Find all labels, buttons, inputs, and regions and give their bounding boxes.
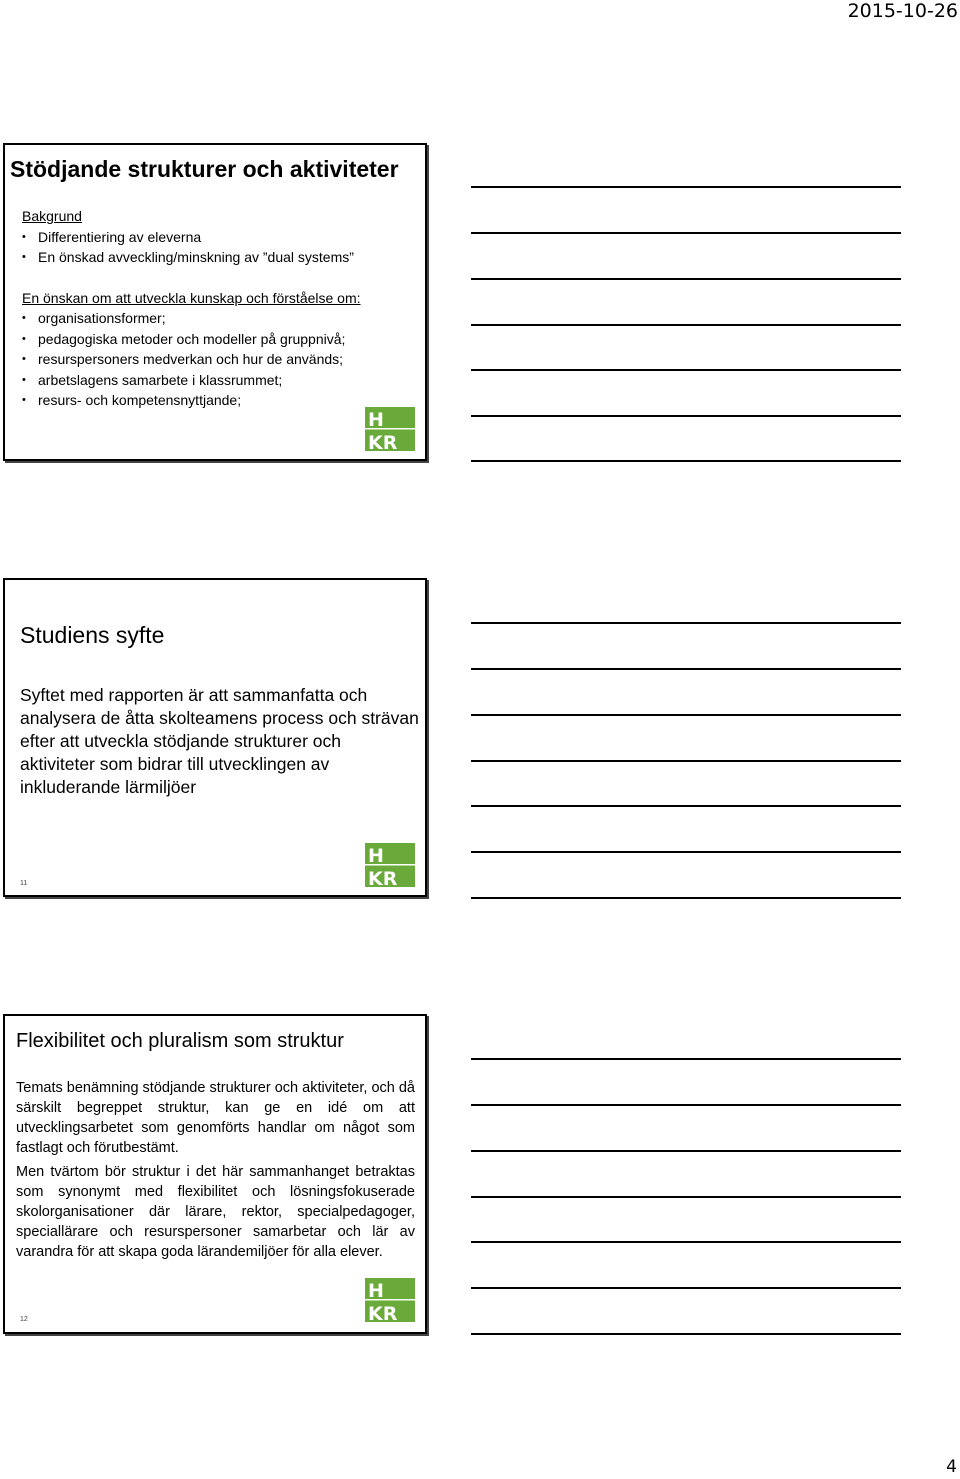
slide-title: Studiens syfte [20, 622, 165, 648]
slide-body: Syftet med rapporten är att sammanfatta och analysera de åtta skolteamens process och strävan efter att utveckla stödjande strukturer och aktiviteter som bidrar till utvecklingen av inkluderande lärmiljöer [20, 685, 419, 797]
slide-number: 12 [20, 1316, 28, 1323]
list-item: • resurspersoners medverkan och hur de används; [22, 349, 361, 370]
list-item: • resurs- och kompetensnyttjande; [22, 390, 361, 411]
list-item: • organisationsformer; [22, 308, 361, 329]
note-line [471, 278, 901, 280]
svg-text:H: H [368, 1280, 384, 1302]
slide-number: 11 [20, 880, 28, 887]
note-line [471, 1287, 901, 1289]
note-line [471, 622, 901, 624]
slide-2 [3, 578, 427, 897]
note-line [471, 1241, 901, 1243]
list-item: • pedagogiska metoder och modeller på gruppnivå; [22, 329, 361, 350]
svg-text:H: H [368, 409, 384, 431]
note-line [471, 232, 901, 234]
note-line [471, 415, 901, 417]
list-item: • arbetslagens samarbete i klassrummet; [22, 370, 361, 391]
bullet-list [22, 308, 361, 411]
note-line [471, 324, 901, 326]
note-line [471, 1333, 901, 1335]
note-line [471, 1058, 901, 1060]
slide-3 [3, 1014, 427, 1334]
list-item: • En önskad avveckling/minskning av ”dual systems” [22, 247, 361, 268]
note-line [471, 851, 901, 853]
note-line [471, 186, 901, 188]
note-line [471, 460, 901, 462]
page-number: 4 [946, 1457, 957, 1477]
header-date: 2015-10-26 [847, 0, 958, 22]
hkr-logo [365, 1278, 415, 1322]
svg-text:KR: KR [368, 432, 398, 451]
slide-body [16, 1078, 415, 1266]
slide-title: Flexibilitet och pluralism som struktur [16, 1030, 344, 1052]
note-line [471, 1150, 901, 1152]
note-line [471, 805, 901, 807]
bullet-list [22, 227, 361, 268]
slide-body [22, 206, 361, 411]
note-line [471, 369, 901, 371]
section-heading: En önskan om att utveckla kunskap och förståelse om: [22, 289, 361, 306]
paragraph: Temats benämning stödjande strukturer och aktiviteter, och då särskilt begreppet struktur, kan ge en idé om att utvecklingsarbetet som genomförts handlar om något som fastlagt och förutbestämt. [16, 1080, 415, 1156]
section-heading: Bakgrund [22, 208, 82, 224]
hkr-logo [365, 843, 415, 887]
svg-text:KR: KR [368, 868, 398, 887]
paragraph: Men tvärtom bör struktur i det här sammanhanget betraktas som synonymt med flexibilitet och lösningsfokuserade skolorganisationer där lärare, rektor, specialpedagoger, speciallärare och resurspersoner samarbetar och lär av varandra för att skapa goda lärandemiljöer för alla elever. [16, 1164, 415, 1260]
svg-text:KR: KR [368, 1303, 398, 1322]
note-line [471, 760, 901, 762]
list-item: • Differentiering av eleverna [22, 227, 361, 248]
hkr-logo [365, 407, 415, 451]
slide-1 [3, 143, 427, 461]
svg-text:H: H [368, 845, 384, 867]
slide-title: Stödjande strukturer och aktiviteter [10, 156, 399, 182]
note-line [471, 1104, 901, 1106]
note-line [471, 668, 901, 670]
note-line [471, 714, 901, 716]
note-line [471, 897, 901, 899]
note-line [471, 1196, 901, 1198]
